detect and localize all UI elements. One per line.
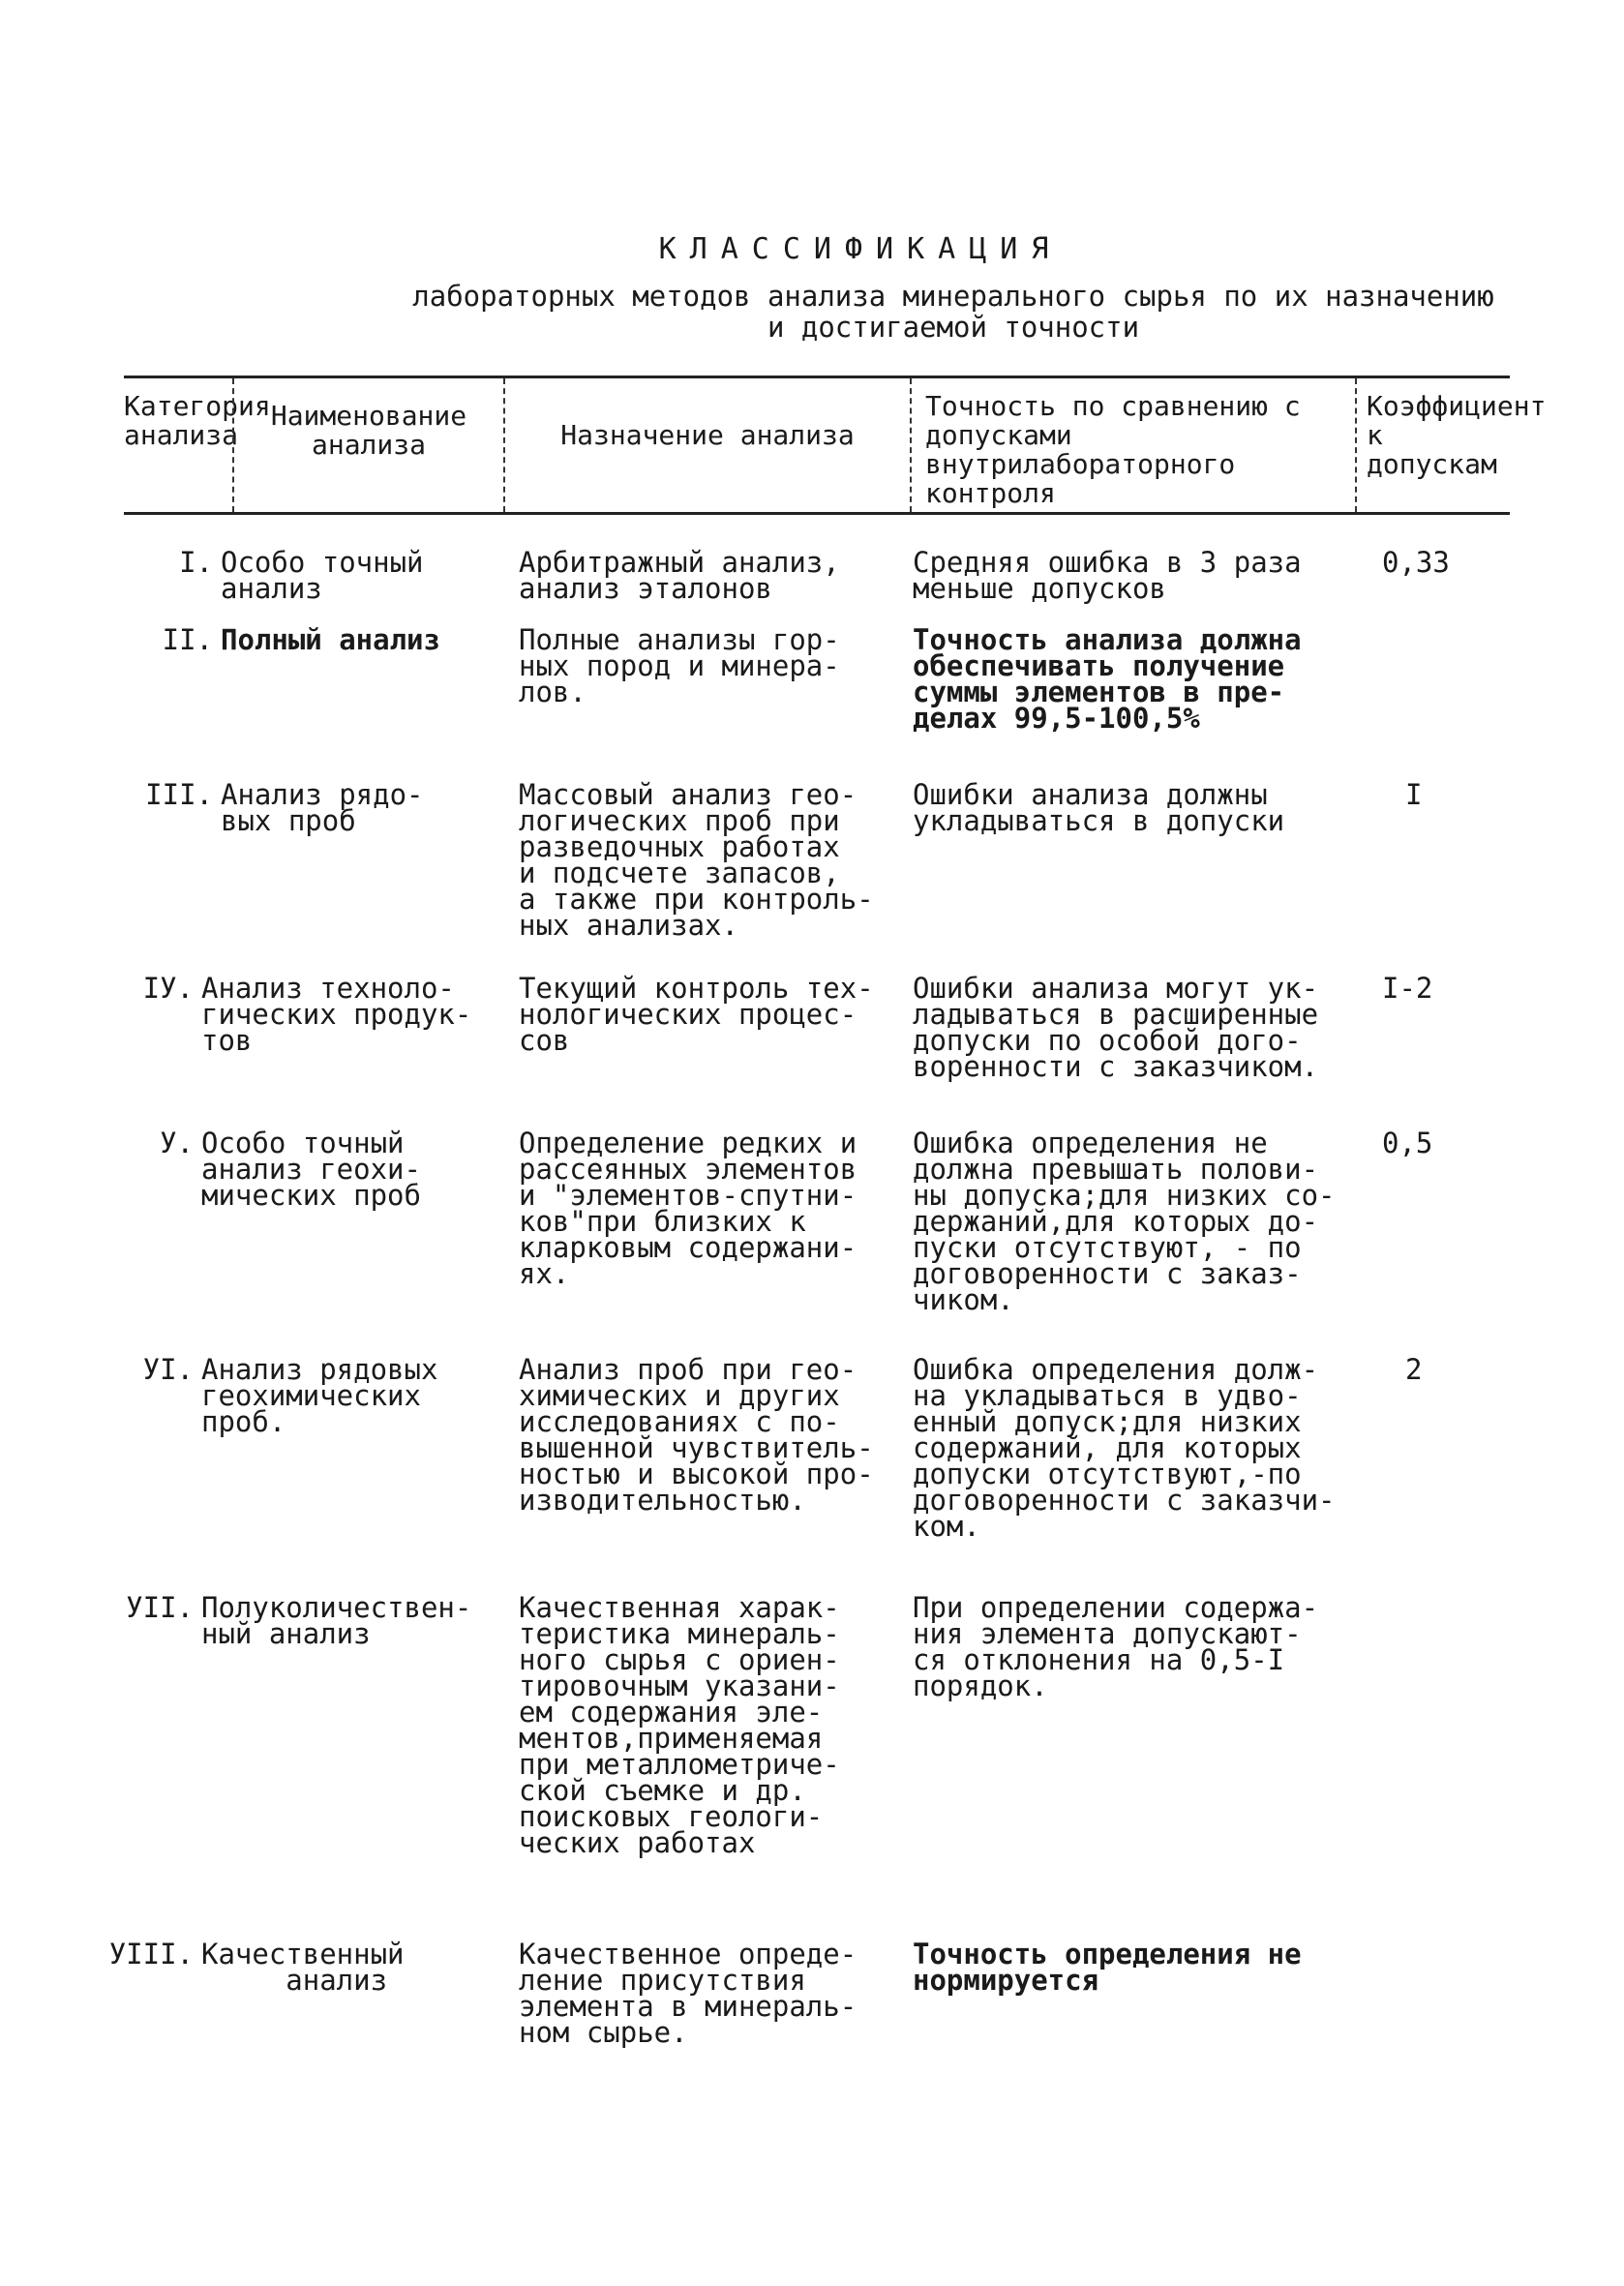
header-purpose: Назначение анализа — [503, 378, 910, 512]
row-purpose: Массовый анализ гео- логических проб при разведочных работах и подсчете запасов, а также при контроль- ных анализах. — [519, 778, 874, 942]
document-subtitle: лабораторных методов анализа минерального сырья по их назначению и достигаемой точности — [412, 280, 1494, 344]
row-category: III. — [145, 778, 213, 811]
row-accuracy: Ошибка определения долж- на укладываться в удво- енный допуск;для низких содержаний, для которых допуски отсутствуют,-по договоренности с заказчи- ком. — [913, 1353, 1336, 1543]
row-accuracy: При определении содержа- ния элемента допускают- ся отклонения на 0,5-I порядок. — [913, 1591, 1319, 1702]
row-purpose: Качественная харак- теристика минераль- ного сырья с ориен- тировочным указани- ем содержания эле- ментов,применяемая при металлометриче- ской съемке и др. поисковых геологи- ческих работах — [519, 1591, 840, 1859]
row-name: Особо точный анализ — [221, 546, 424, 605]
row-coef: 0,5 — [1382, 1127, 1433, 1159]
row-accuracy: Ошибки анализа могут ук- ладываться в расширенные допуски по особой дого- воренности с заказчиком. — [913, 972, 1319, 1083]
row-accuracy: Точность определения не нормируется — [913, 1938, 1302, 1997]
row-name: Анализ техноло- гических продук- тов — [201, 972, 472, 1057]
document-title: КЛАССИФИКАЦИЯ — [658, 232, 1063, 266]
header-category: Категория анализа — [124, 390, 271, 451]
row-accuracy: Ошибка определения не должна превышать полови- ны допуска;для низких со- держаний,для которых до- пуски отсутствуют, - по договоренности с заказ- чиком. — [913, 1127, 1336, 1316]
table-header — [124, 376, 1547, 515]
row-coef: I — [1405, 778, 1423, 811]
row-category: I. — [179, 546, 213, 579]
row-purpose: Определение редких и рассеянных элементов и "элементов-спутни- ков"при близких к кларковым содержани- ях. — [519, 1127, 857, 1290]
row-category: УII. — [126, 1591, 194, 1624]
row-name: Анализ рядовых геохимических проб. — [201, 1353, 438, 1438]
row-coef: I-2 — [1382, 972, 1433, 1005]
row-purpose: Арбитражный анализ, анализ эталонов — [519, 546, 840, 605]
row-category: У. — [160, 1127, 194, 1159]
row-category: УI. — [142, 1353, 194, 1386]
row-name: Полуколичествен- ный анализ — [201, 1591, 472, 1650]
row-coef: 0,33 — [1382, 546, 1450, 579]
row-purpose: Качественное опреде- ление присутствия элемента в минераль- ном сырье. — [519, 1938, 857, 2049]
header-accuracy: Точность по сравнению с допусками внутрилабораторного контроля — [910, 378, 1355, 512]
row-category: IУ. — [142, 972, 194, 1005]
row-category: II. — [162, 623, 213, 656]
row-name: Качественный анализ — [201, 1938, 405, 1997]
row-coef: 2 — [1405, 1353, 1423, 1386]
row-name: Полный анализ — [221, 623, 440, 656]
row-name: Особо точный анализ геохи- мических проб — [201, 1127, 421, 1212]
row-category: УIII. — [108, 1938, 194, 1970]
row-purpose: Анализ проб при гео- химических и других исследованиях с по- вышенной чувствитель- ностью и высокой про- изводительностью. — [519, 1353, 874, 1517]
row-purpose: Полные анализы гор- ных пород и минера- лов. — [519, 623, 840, 708]
row-accuracy: Точность анализа должна обеспечивать получение суммы элементов в пре- делах 99,5-100,5% — [913, 623, 1302, 735]
row-accuracy: Ошибки анализа должны укладываться в допуски — [913, 778, 1285, 837]
header-coef: Коэффициент к допускам — [1355, 378, 1510, 512]
header-name: Наименование анализа — [232, 378, 503, 512]
row-purpose: Текущий контроль тех- нологических процес- сов — [519, 972, 874, 1057]
row-name: Анализ рядо- вых проб — [221, 778, 424, 837]
row-accuracy: Средняя ошибка в 3 раза меньше допусков — [913, 546, 1302, 605]
